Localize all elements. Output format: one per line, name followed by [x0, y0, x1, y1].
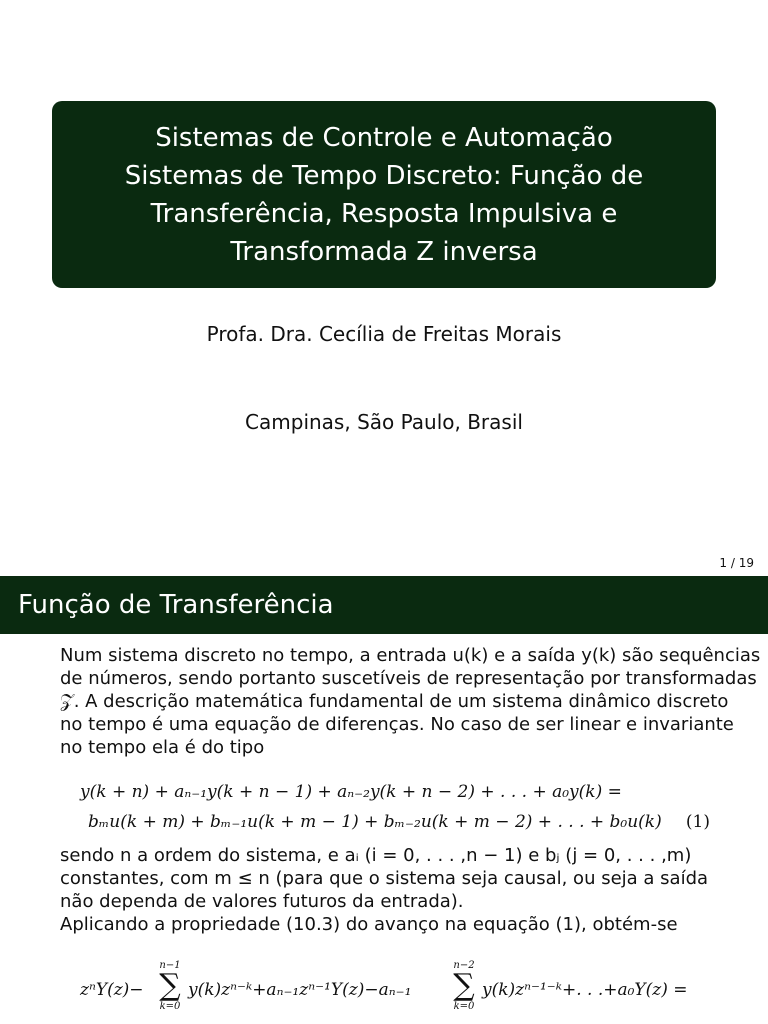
equation-1-number: (1)	[685, 812, 710, 832]
para2-line-4: Aplicando a propriedade (10.3) do avanço na equação (1), obtém-se	[60, 914, 678, 935]
para2-line-1: sendo n a ordem do sistema, e aᵢ (i = 0, . . . ,n − 1) e bⱼ (j = 0, . . . ,m)	[60, 845, 692, 866]
title-line-2: Sistemas de Tempo Discreto: Função de	[124, 160, 644, 191]
sum-2-lower: k=0	[453, 1001, 475, 1012]
equation-2	[80, 960, 720, 1024]
sum-1-upper: n−1	[159, 960, 181, 971]
para1-line-1: Num sistema discreto no tempo, a entrada u(k) e a saída y(k) são sequências	[60, 645, 761, 666]
frame-title: Função de Transferência	[18, 590, 334, 620]
sum-1-sigma: ∑	[159, 968, 181, 1003]
para1-line-2: de números, sendo portanto suscetíveis de representação por transformadas	[60, 668, 757, 689]
sum-2-sigma: ∑	[453, 968, 475, 1003]
sum-1	[154, 960, 186, 1012]
equation-1-line-1: y(k + n) + aₙ₋₁y(k + n − 1) + aₙ₋₂y(k + n − 2) + . . . + a₀y(k) =	[80, 782, 622, 802]
para1-line-4: no tempo é uma equação de diferenças. No caso de ser linear e invariante	[60, 714, 734, 735]
para1-line-3: 𝒵. A descrição matemática fundamental de um sistema dinâmico discreto	[60, 691, 729, 712]
title-box	[52, 101, 716, 288]
sum-2-upper: n−2	[453, 960, 475, 971]
equation-1	[80, 777, 710, 837]
author: Profa. Dra. Cecília de Freitas Morais	[206, 322, 562, 346]
paragraph-2	[60, 844, 740, 936]
equation-1-line-2-row	[80, 807, 710, 837]
title-line-4: Transformada Z inversa	[230, 236, 538, 267]
sum-1-lower: k=0	[159, 1001, 181, 1012]
paragraph-1	[60, 644, 761, 759]
frame-title-bar	[0, 576, 768, 634]
content-slide	[0, 576, 768, 1024]
location: Campinas, São Paulo, Brasil	[245, 410, 523, 434]
page-number: 1 / 19	[719, 556, 754, 570]
equation-1-line-2: bₘu(k + m) + bₘ₋₁u(k + m − 1) + bₘ₋₂u(k + m − 2) + . . . + b₀u(k)	[88, 812, 662, 832]
equation-2-term-1: zⁿY(z)−	[80, 980, 144, 1000]
title-line-3: Transferência, Resposta Impulsiva e	[150, 198, 618, 229]
sum-2	[448, 960, 480, 1012]
para2-line-3: não dependa de valores futuros da entrada).	[60, 891, 464, 912]
equation-2-term-3: y(k)zⁿ⁻¹⁻ᵏ+. . .+a₀Y(z) =	[482, 980, 688, 1000]
para1-line-5: no tempo ela é do tipo	[60, 737, 265, 758]
equation-2-term-2: y(k)zⁿ⁻ᵏ+aₙ₋₁zⁿ⁻¹Y(z)−aₙ₋₁	[188, 980, 412, 1000]
title-line-1: Sistemas de Controle e Automação	[155, 122, 613, 153]
para2-line-2: constantes, com m ≤ n (para que o sistema seja causal, ou seja a saída	[60, 868, 709, 889]
